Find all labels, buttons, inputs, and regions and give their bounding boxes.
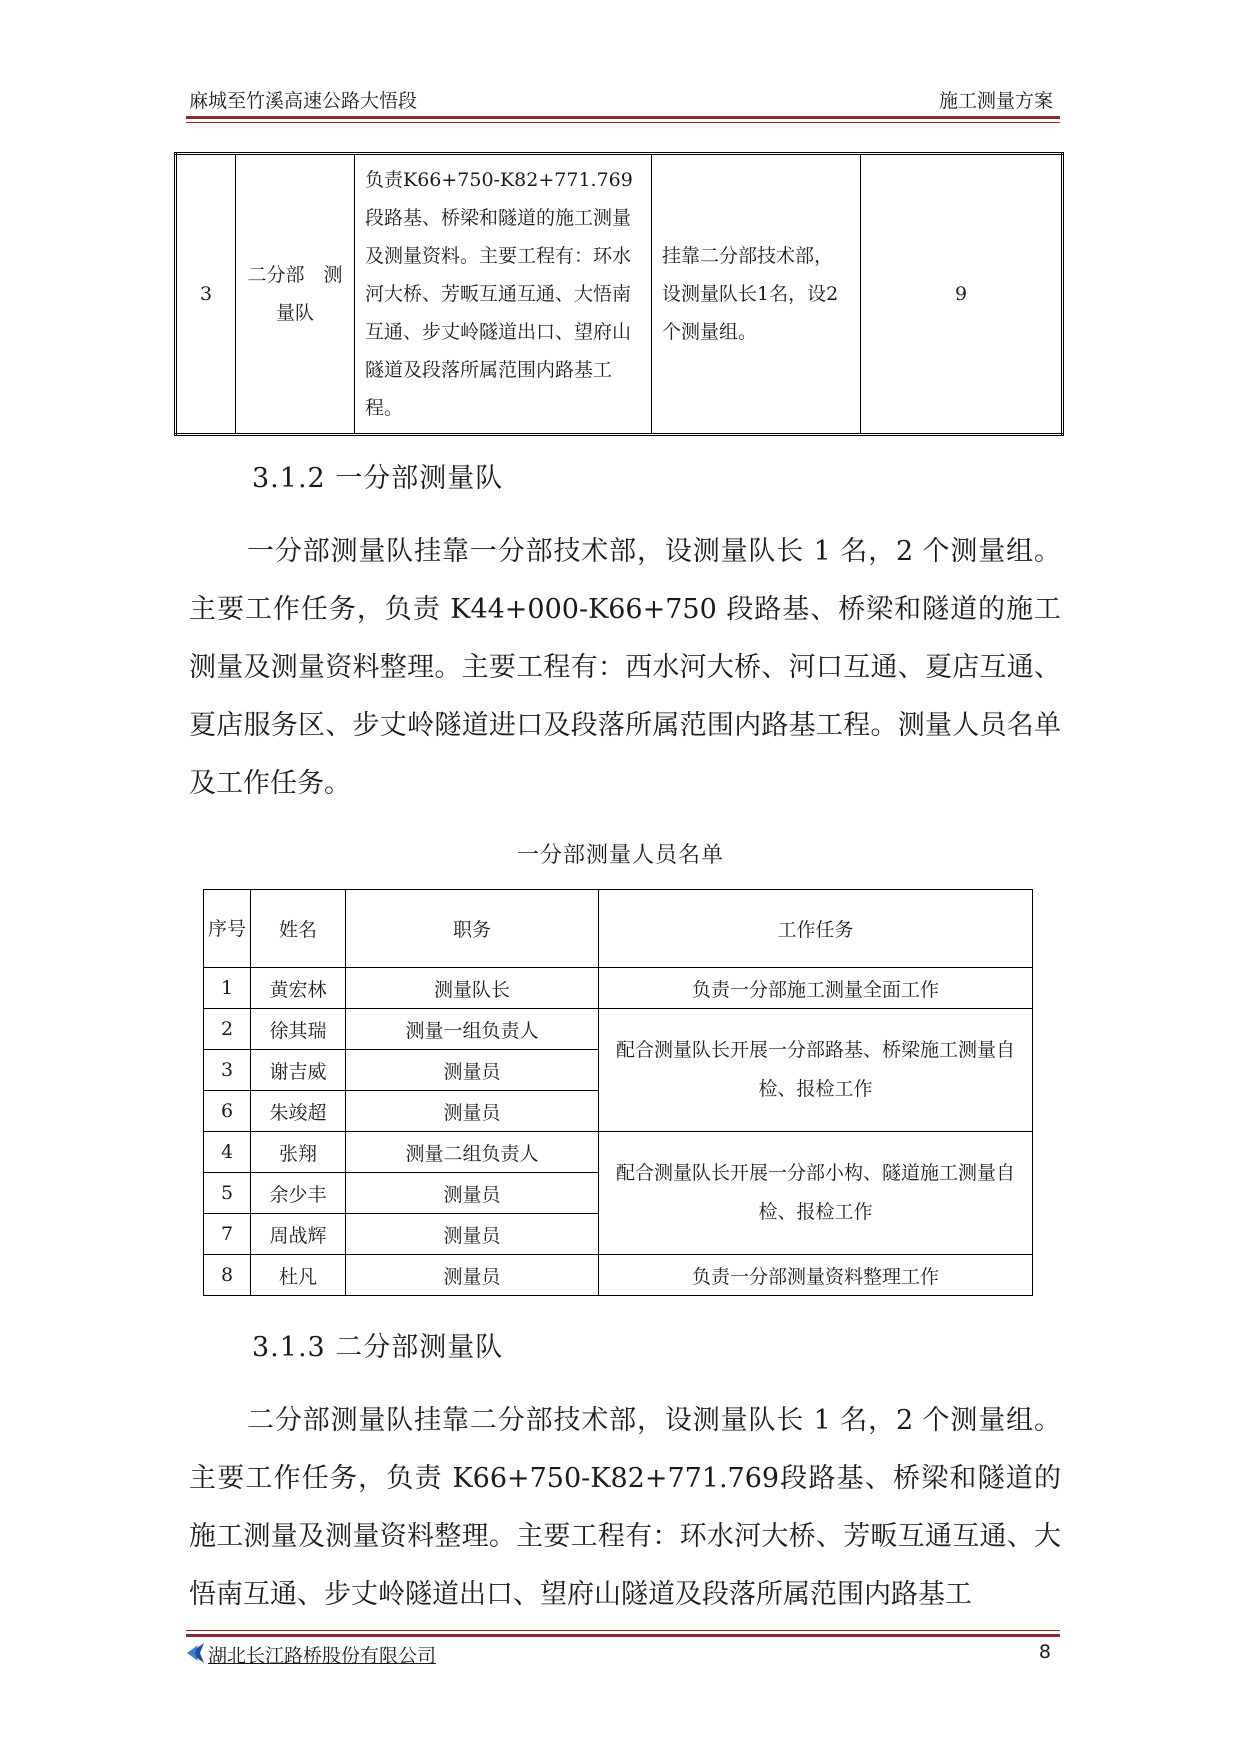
staff-name: 谢吉威 — [251, 1050, 346, 1091]
staff-task-group-2: 配合测量队长开展一分部小构、隧道施工测量自检、报检工作 — [599, 1132, 1033, 1255]
staff-name: 徐其瑞 — [251, 1009, 346, 1050]
footer-rule-thin — [186, 1630, 1060, 1631]
row-number: 3 — [176, 154, 236, 435]
header-task: 工作任务 — [599, 890, 1033, 968]
staff-role: 测量队长 — [346, 968, 599, 1009]
section-3-1-2-paragraph — [189, 523, 1061, 813]
staff-name: 杜凡 — [251, 1255, 346, 1296]
table-row — [176, 154, 1063, 435]
paragraph-text: 二分部测量队挂靠二分部技术部，设测量队长 1 名，2 个测量组。主要工作任务，负责 K66+750-K82+771.769段路基、桥梁和隧道的施工测量及测量资料整理。主要工程有：环水河大桥、芳畈互通互通、大悟南互通、步丈岭隧道出口、望府山隧道及段落所属范围内路基工 — [189, 1405, 1061, 1610]
team-scope: 负责K66+750-K82+771.769段路基、桥梁和隧道的施工测量及测量资料。主要工程有：环水河大桥、芳畈互通互通、大悟南互通、步丈岭隧道出口、望府山隧道及段落所属范围内路基工程。 — [355, 154, 652, 435]
table-row — [204, 1132, 1033, 1173]
team-name-line2: 量队 — [275, 302, 314, 324]
staff-no: 7 — [204, 1214, 251, 1255]
staff-table — [203, 889, 1033, 1296]
table-row — [204, 968, 1033, 1009]
staff-name: 朱竣超 — [251, 1091, 346, 1132]
header-role: 职务 — [346, 890, 599, 968]
staff-no: 4 — [204, 1132, 251, 1173]
staff-no: 1 — [204, 968, 251, 1009]
section-3-1-3-paragraph — [189, 1392, 1061, 1624]
section-heading-3-1-2: 3.1.2 一分部测量队 — [252, 463, 504, 494]
header-name: 姓名 — [251, 890, 346, 968]
survey-team-table-continued — [174, 152, 1064, 436]
footer-company-name: 湖北长江路桥股份有限公司 — [208, 1645, 437, 1667]
team-department: 挂靠二分部技术部，设测量队长1名，设2个测量组。 — [652, 154, 861, 435]
page-number: 8 — [1038, 1641, 1051, 1663]
header-project-title: 麻城至竹溪高速公路大悟段 — [189, 90, 418, 112]
staff-task: 负责一分部测量资料整理工作 — [599, 1255, 1033, 1296]
staff-role: 测量员 — [346, 1214, 599, 1255]
staff-role: 测量一组负责人 — [346, 1009, 599, 1050]
staff-role: 测量员 — [346, 1050, 599, 1091]
staff-table-title: 一分部测量人员名单 — [516, 843, 724, 868]
section-heading-3-1-3: 3.1.3 二分部测量队 — [252, 1332, 504, 1363]
staff-name: 黄宏林 — [251, 968, 346, 1009]
team-count: 9 — [861, 154, 1063, 435]
table-header-row — [204, 890, 1033, 968]
staff-no: 6 — [204, 1091, 251, 1132]
team-name — [236, 154, 355, 435]
footer-rule — [186, 1634, 1060, 1637]
header-document-title: 施工测量方案 — [938, 90, 1053, 112]
staff-name: 余少丰 — [251, 1173, 346, 1214]
staff-no: 2 — [204, 1009, 251, 1050]
staff-task: 负责一分部施工测量全面工作 — [599, 968, 1033, 1009]
team-name-line1: 二分部 测 — [247, 264, 343, 286]
paragraph-text: 一分部测量队挂靠一分部技术部，设测量队长 1 名，2 个测量组。主要工作任务，负责 K44+000-K66+750 段路基、桥梁和隧道的施工测量及测量资料整理。主要工程有：西水河大桥、河口互通、夏店互通、夏店服务区、步丈岭隧道进口及段落所属范围内路基工程。测量人员名单及工作任务。 — [189, 536, 1061, 799]
staff-no: 5 — [204, 1173, 251, 1214]
company-logo-icon — [186, 1642, 206, 1664]
header-no: 序号 — [204, 890, 251, 968]
table-row — [204, 1255, 1033, 1296]
table-row — [204, 1009, 1033, 1050]
header-rule-thin — [186, 122, 1060, 123]
staff-no: 3 — [204, 1050, 251, 1091]
staff-no: 8 — [204, 1255, 251, 1296]
staff-role: 测量二组负责人 — [346, 1132, 599, 1173]
header-rule — [186, 116, 1060, 119]
staff-role: 测量员 — [346, 1255, 599, 1296]
staff-role: 测量员 — [346, 1173, 599, 1214]
staff-name: 张翔 — [251, 1132, 346, 1173]
staff-name: 周战辉 — [251, 1214, 346, 1255]
staff-role: 测量员 — [346, 1091, 599, 1132]
staff-task-group-1: 配合测量队长开展一分部路基、桥梁施工测量自检、报检工作 — [599, 1009, 1033, 1132]
